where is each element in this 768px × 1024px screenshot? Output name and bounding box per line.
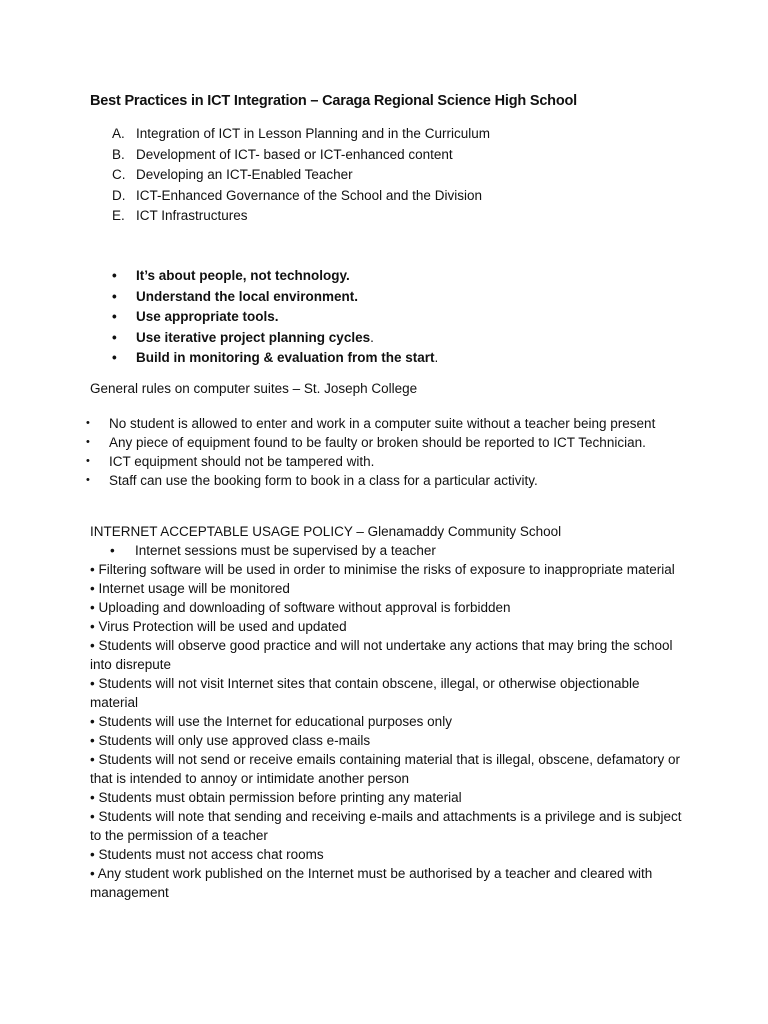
- list-item: • Internet usage will be monitored: [90, 581, 290, 596]
- alpha-list: [112, 125, 490, 228]
- list-item: E. ICT Infrastructures: [112, 208, 248, 223]
- list-item: • It’s about people, not technology.: [112, 267, 438, 288]
- list-item: D. ICT-Enhanced Governance of the School and the Division: [112, 187, 482, 203]
- list-item: • Understand the local environment.: [112, 288, 438, 309]
- bullet-icon: •: [112, 350, 117, 365]
- list-item: • Students will observe good practice and will not undertake any actions that may bring the school into disrepute: [90, 638, 673, 672]
- list-item: • Students must obtain permission before printing any material: [90, 790, 462, 805]
- list-item: • Uploading and downloading of software without approval is forbidden: [90, 600, 511, 615]
- list-item: • Build in monitoring & evaluation from the start .: [112, 349, 438, 370]
- bullet-icon: •: [112, 309, 117, 324]
- list-item: • Students will note that sending and receiving e-mails and attachments is a privilege and is subject to the permission of a teacher: [90, 809, 682, 843]
- bullet-icon: •: [112, 329, 117, 345]
- list-item: • Filtering software will be used in order to minimise the risks of exposure to inappropriate material: [90, 562, 675, 577]
- list-item: • Any student work published on the Internet must be authorised by a teacher and cleared with management: [90, 866, 653, 900]
- list-item: B. Development of ICT- based or ICT-enhanced content: [112, 146, 453, 162]
- list-item: • Students will not send or receive emails containing material that is illegal, obscene, defamatory or that is intended to annoy or intimidate another person: [90, 752, 681, 786]
- bullet-icon: •: [112, 288, 117, 304]
- bullet-icon: •: [86, 474, 90, 486]
- document-title: Best Practices in ICT Integration – Caraga Regional Science High School: [90, 93, 577, 109]
- list-item: • Staff can use the booking form to book in a class for a particular activity.: [86, 472, 655, 491]
- list-item: • Students will use the Internet for educational purposes only: [90, 714, 452, 729]
- list-item: • Use appropriate tools.: [112, 308, 438, 329]
- list-item: • Students will only use approved class e-mails: [90, 733, 371, 748]
- principles-list: [112, 267, 438, 370]
- list-item: • Internet sessions must be supervised by a teacher: [110, 543, 436, 558]
- list-item: • No student is allowed to enter and work in a computer suite without a teacher being present: [86, 415, 655, 434]
- list-item: • ICT equipment should not be tampered with.: [86, 453, 655, 472]
- policy-heading: INTERNET ACCEPTABLE USAGE POLICY – Glenamaddy Community School: [90, 524, 562, 539]
- computer-suites-rules: [86, 415, 655, 491]
- bullet-icon: •: [112, 268, 117, 283]
- policy-section: [90, 522, 690, 902]
- list-item: • Students must not access chat rooms: [90, 847, 324, 862]
- list-item: • Students will not visit Internet sites that contain obscene, illegal, or otherwise objectionable material: [90, 676, 640, 710]
- list-item: • Virus Protection will be used and updated: [90, 619, 347, 634]
- list-item: C. Developing an ICT-Enabled Teacher: [112, 167, 353, 182]
- list-item: • Any piece of equipment found to be faulty or broken should be reported to ICT Technician.: [86, 434, 655, 453]
- bullet-icon: •: [86, 455, 90, 467]
- list-item: • Use iterative project planning cycles .: [112, 329, 438, 350]
- bullet-icon: •: [86, 436, 90, 448]
- bullet-icon: •: [86, 417, 90, 429]
- bullet-icon: •: [110, 543, 115, 558]
- computer-suites-heading: General rules on computer suites – St. Joseph College: [90, 381, 418, 396]
- list-item: A. Integration of ICT in Lesson Planning and in the Curriculum: [112, 126, 490, 141]
